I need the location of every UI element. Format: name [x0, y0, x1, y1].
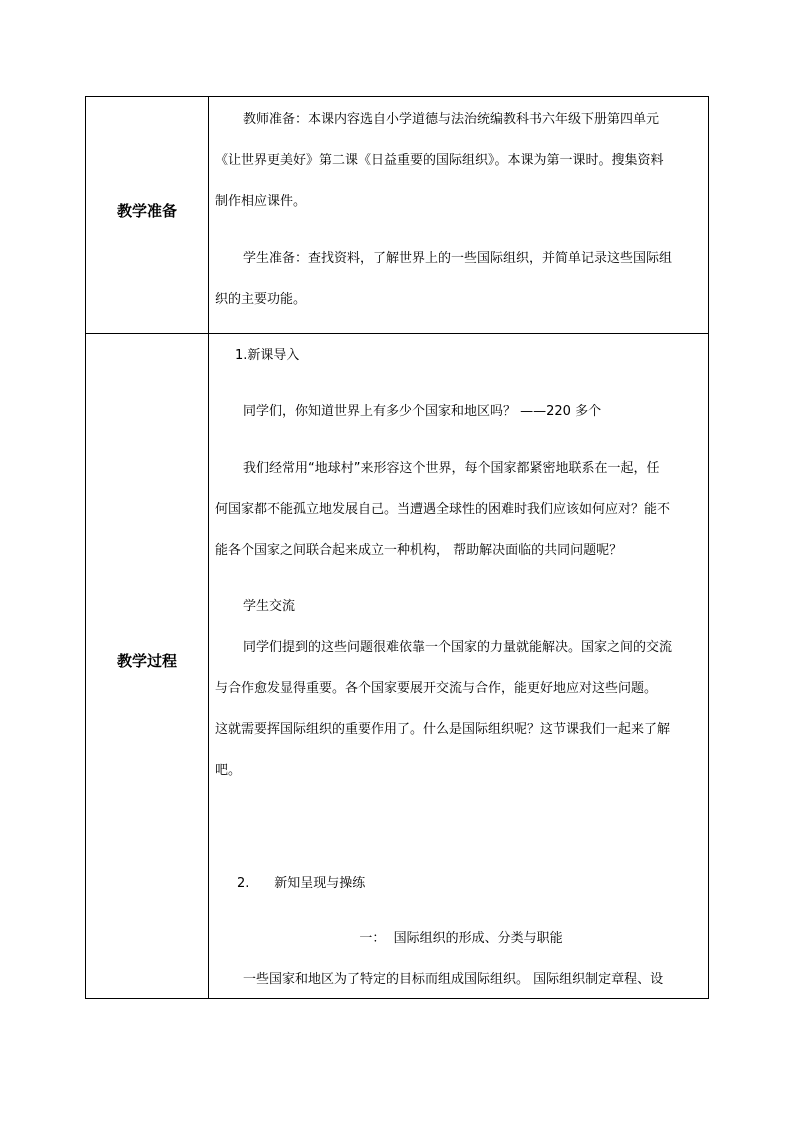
process-paragraph-1-line-3: 能各个国家之间联合起来成立一种机构， 帮助解决面临的共同问题呢？ — [215, 543, 623, 558]
process-section-2-heading: 2. 新知呈现与操练 — [237, 876, 366, 891]
lesson-plan-table — [85, 96, 709, 999]
row-divider — [86, 333, 708, 334]
prep-student-line-2: 织的主要功能。 — [215, 292, 307, 307]
process-paragraph-2-line-3: 这就需要挥国际组织的重要作用了。什么是国际组织呢？这节课我们一起来了解 — [215, 722, 671, 737]
prep-student-line-1: 学生准备：查找资料，了解世界上的一些国际组织，并简单记录这些国际组 — [243, 251, 673, 266]
process-student-exchange: 学生交流 — [243, 599, 296, 614]
column-divider — [208, 97, 209, 998]
process-question: 同学们，你知道世界上有多少个国家和地区吗？ ——220 多个 — [243, 404, 602, 419]
process-paragraph-2-line-2: 与合作愈发显得重要。各个国家要展开交流与合作，能更好地应对这些问题。 — [215, 681, 658, 696]
process-paragraph-2-line-4: 吧。 — [215, 763, 242, 778]
prep-teacher-line-2: 《让世界更美好》第二课《日益重要的国际组织》。本课为第一课时。搜集资料 — [215, 153, 664, 168]
process-paragraph-1-line-2: 何国家都不能孤立地发展自己。当遭遇全球性的困难时我们应该如何应对？能不 — [215, 502, 671, 517]
prep-teacher-line-1: 教师准备：本课内容选自小学道德与法治统编教科书六年级下册第四单元 — [243, 112, 660, 127]
process-paragraph-3-line-1: 一些国家和地区为了特定的目标而组成国际组织。 国际组织制定章程、设 — [243, 972, 664, 987]
process-subsection-heading: 一： 国际组织的形成、分类与职能 — [359, 931, 563, 946]
process-paragraph-2-line-1: 同学们提到的这些问题很难依靠一个国家的力量就能解决。国家之间的交流 — [243, 640, 673, 655]
process-section-1-heading: 1.新课导入 — [235, 348, 300, 363]
row-label-preparation: 教学准备 — [116, 202, 177, 220]
prep-teacher-line-3: 制作相应课件。 — [215, 194, 307, 209]
process-paragraph-1-line-1: 我们经常用“地球村”来形容这个世界，每个国家都紧密地联系在一起，任 — [243, 461, 660, 476]
row-label-process: 教学过程 — [116, 652, 177, 670]
